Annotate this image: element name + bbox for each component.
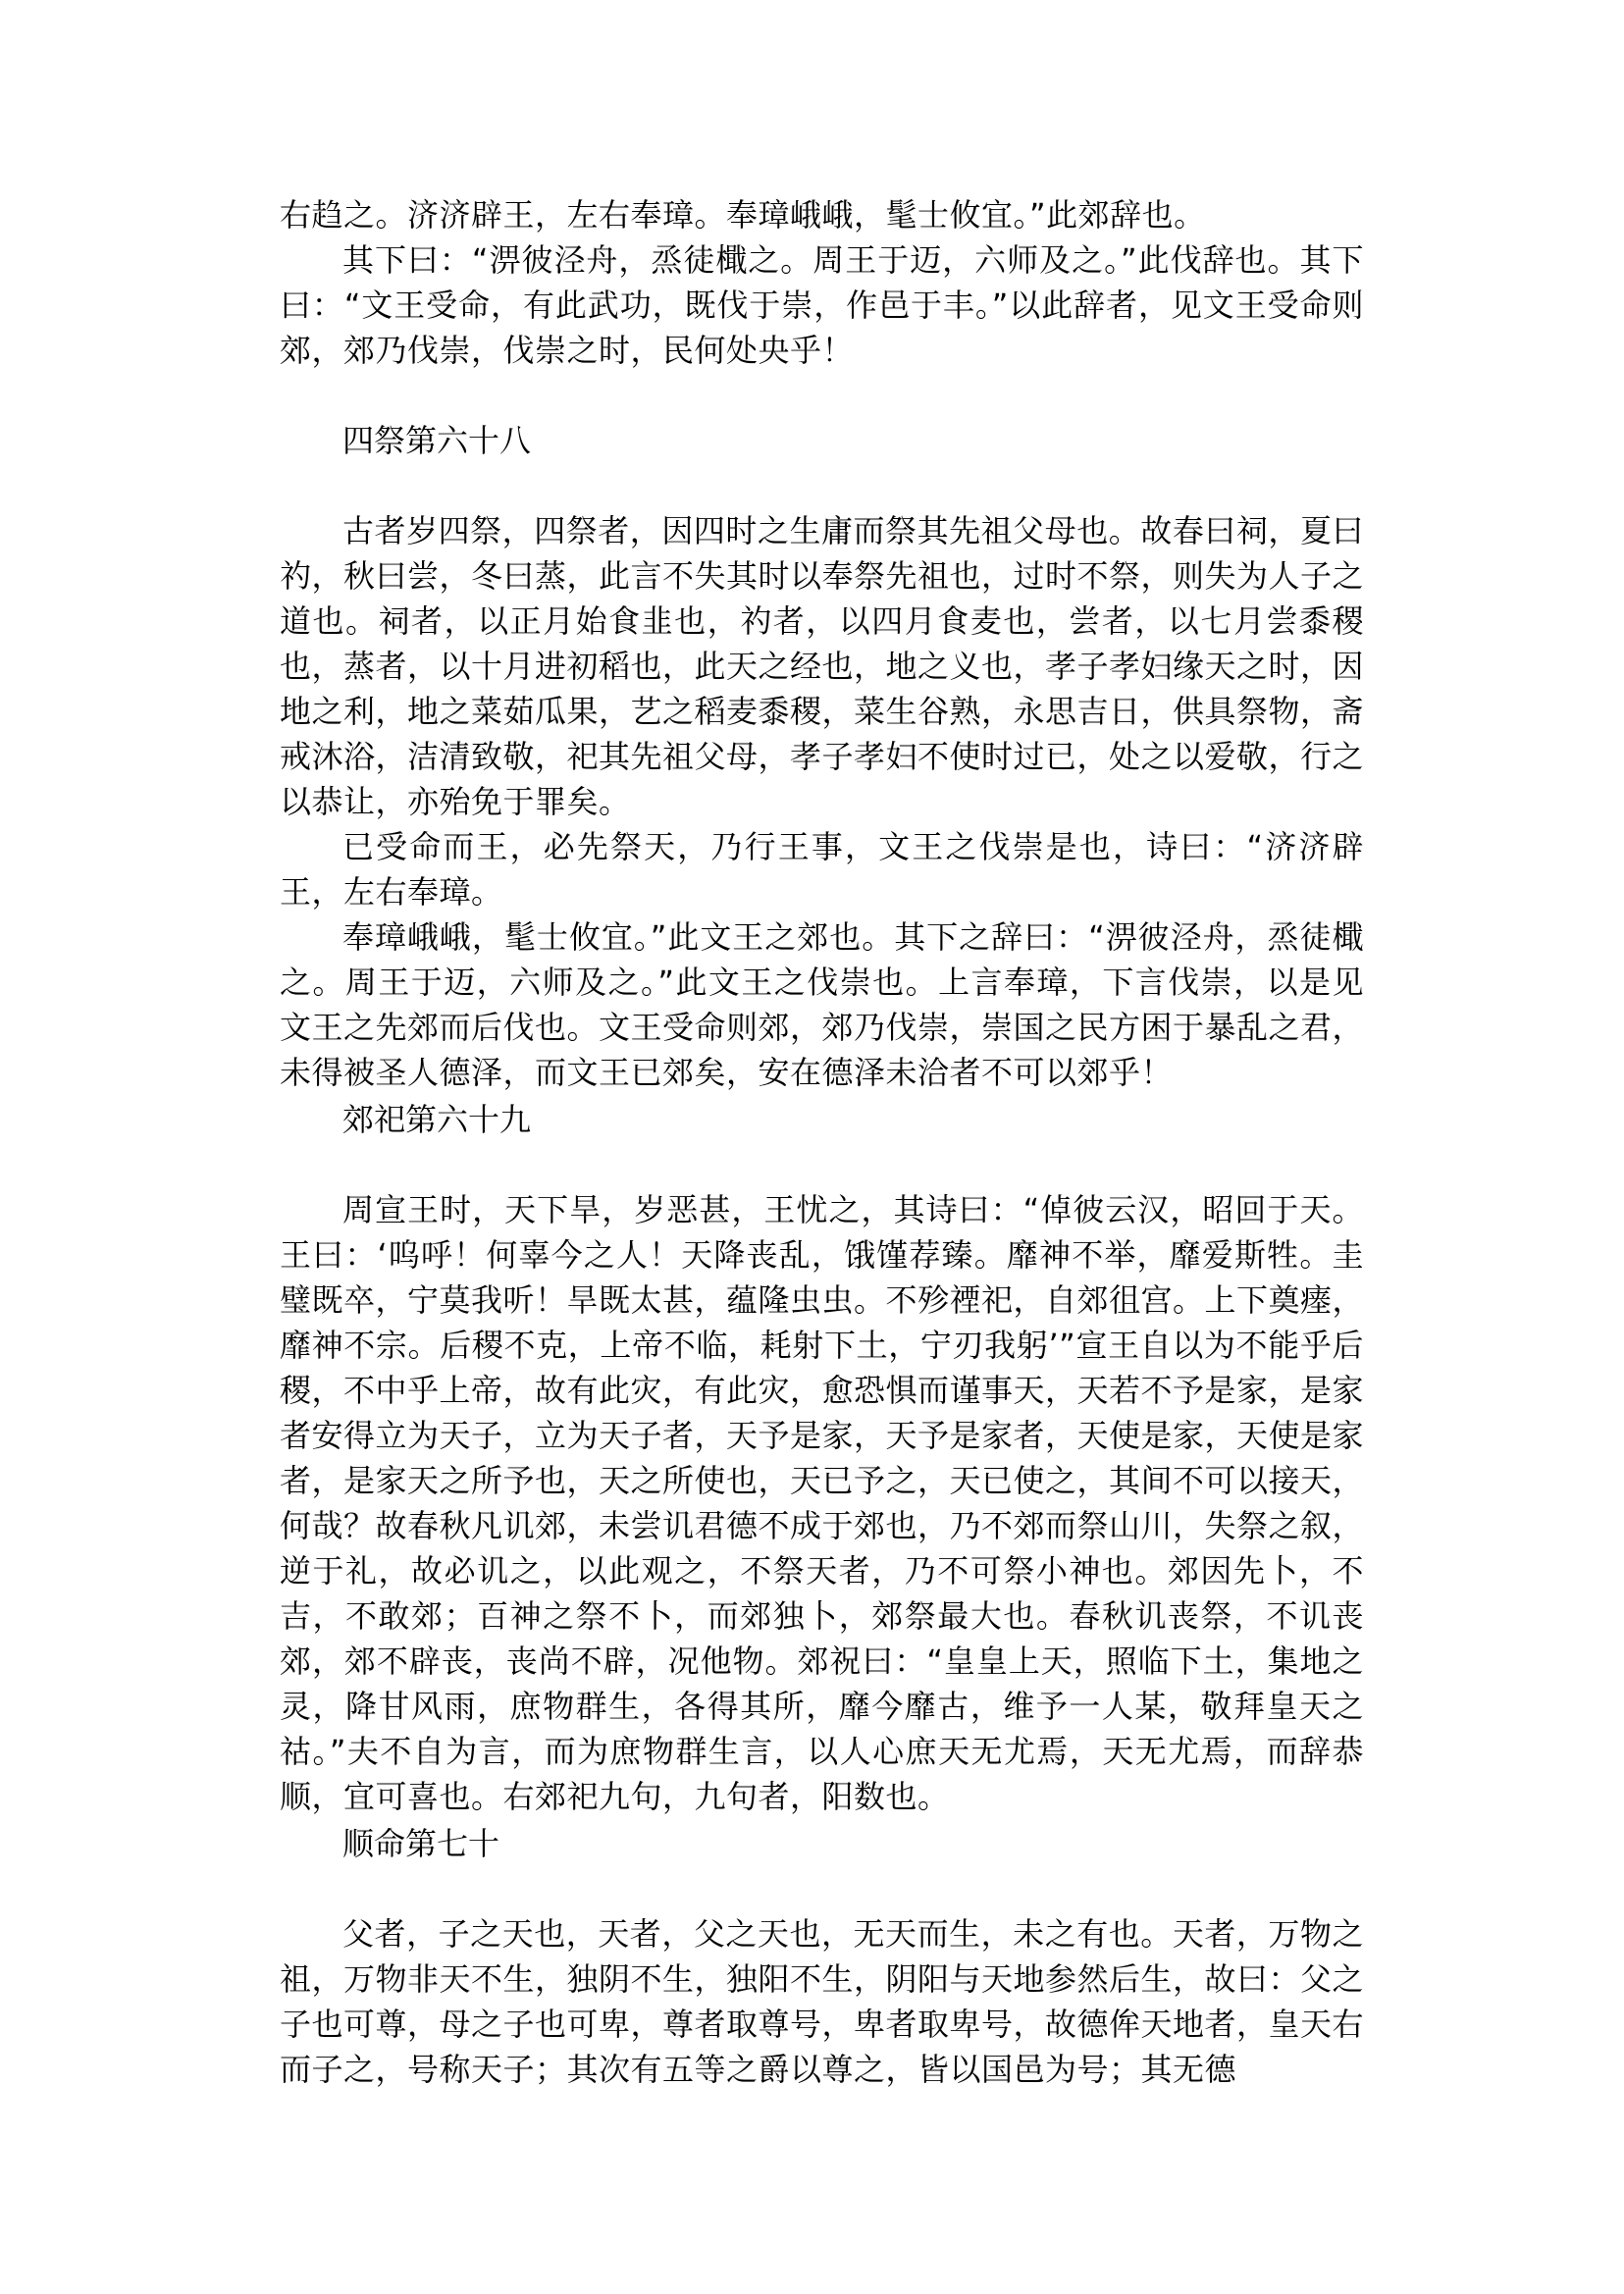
opening-paragraph-1: 右趋之。济济辟王，左右奉璋。奉璋峨峨，髦士攸宜。”此郊辞也。 (280, 196, 1206, 234)
section-68-paragraph-3: 奉璋峨峨，髦士攸宜。”此文王之郊也。其下之辞曰：“淠彼泾舟，烝徒檝之。周王于迈，六师及之。”此文王之伐崇也。上言奉璋，下言伐崇，以是见文王之先郊而后伐也。文王受命则郊，郊乃伐崇，崇国之民方困于暴乱之君，未得被圣人德泽，而文王已郊矣，安在德泽未洽者不可以郊乎！ (280, 918, 1365, 1091)
section-68-paragraph-1: 古者岁四祭，四祭者，因四时之生庸而祭其先祖父母也。故春曰祠，夏曰礿，秋曰尝，冬曰蒸，此言不失其时以奉祭先祖也，过时不祭，则失为人子之道也。祠者，以正月始食韭也，礿者，以四月食麦也，尝者，以七月尝黍稷也，蒸者，以十月进初稻也，此天之经也，地之义也，孝子孝妇缘天之时，因地之利，地之菜茹瓜果，艺之稻麦黍稷，菜生谷熟，永思吉日，供具祭物，斋戒沐浴，洁清致敬，祀其先祖父母，孝子孝妇不使时过已，处之以爱敬，行之以恭让，亦殆免于罪矣。 (280, 512, 1365, 820)
section-70-title: 顺命第七十 (342, 1825, 500, 1862)
opening-paragraph-2: 其下曰：“淠彼泾舟，烝徒檝之。周王于迈，六师及之。”此伐辞也。其下曰：“文王受命，有此武功，既伐于崇，作邑于丰。”以此辞者，见文王受命则郊，郊乃伐崇，伐崇之时，民何处央乎！ (280, 241, 1364, 369)
section-68-title: 四祭第六十八 (342, 422, 532, 459)
opening-passage (280, 192, 1364, 373)
section-70-paragraph-1: 父者，子之天也，天者，父之天也，无天而生，未之有也。天者，万物之祖，万物非天不生，独阴不生，独阳不生，阴阳与天地参然后生，故曰：父之子也可尊，母之子也可卑，尊者取尊号，卑者取卑号，故德侔天地者，皇天右而子之，号称天子；其次有五等之爵以尊之，皆以国邑为号；其无德 (280, 1915, 1365, 2088)
section-70-body (280, 1911, 1364, 2092)
section-68-paragraph-2: 已受命而王，必先祭天，乃行王事，文王之伐崇是也，诗曰：“济济辟王，左右奉璋。 (280, 828, 1364, 911)
section-69-body (280, 1187, 1364, 1819)
section-69-paragraph-1: 周宣王时，天下旱，岁恶甚，王忧之，其诗曰：“倬彼云汉，昭回于天。王曰：‘呜呼！何辜今之人！天降丧乱，饿馑荐臻。靡神不举，靡爱斯牲。圭璧既卒，宁莫我听！旱既太甚，蕴隆虫虫。不殄禋祀，自郊徂宫。上下奠瘗，靡神不宗。后稷不克，上帝不临，耗射下土，宁刃我躬’”宣王自以为不能乎后稷，不中乎上帝，故有此灾，有此灾，愈恐惧而谨事天，天若不予是家，是家者安得立为天子，立为天子者，天予是家，天予是家者，天使是家，天使是家者，是家天之所予也，天之所使也，天已予之，天已使之，其间不可以接天，何哉？故春秋凡讥郊，未尝讥君德不成于郊也，乃不郊而祭山川，失祭之叙，逆于礼，故必讥之，以此观之，不祭天者，乃不可祭小神也。郊因先卜，不吉，不敢郊；百神之祭不卜，而郊独卜，郊祭最大也。春秋讥丧祭，不讥丧郊，郊不辟丧，丧尚不辟，况他物。郊祝曰：“皇皇上天，照临下土，集地之灵，降甘风雨，庶物群生，各得其所，靡今靡古，维予一人某，敬拜皇天之祜。”夫不自为言，而为庶物群生言，以人心庶天无尤焉，天无尤焉，而辞恭顺，宜可喜也。右郊祀九句，九句者，阳数也。 (280, 1191, 1365, 1815)
section-69-title: 郊祀第六十九 (342, 1101, 532, 1138)
section-68-body (280, 508, 1364, 1095)
